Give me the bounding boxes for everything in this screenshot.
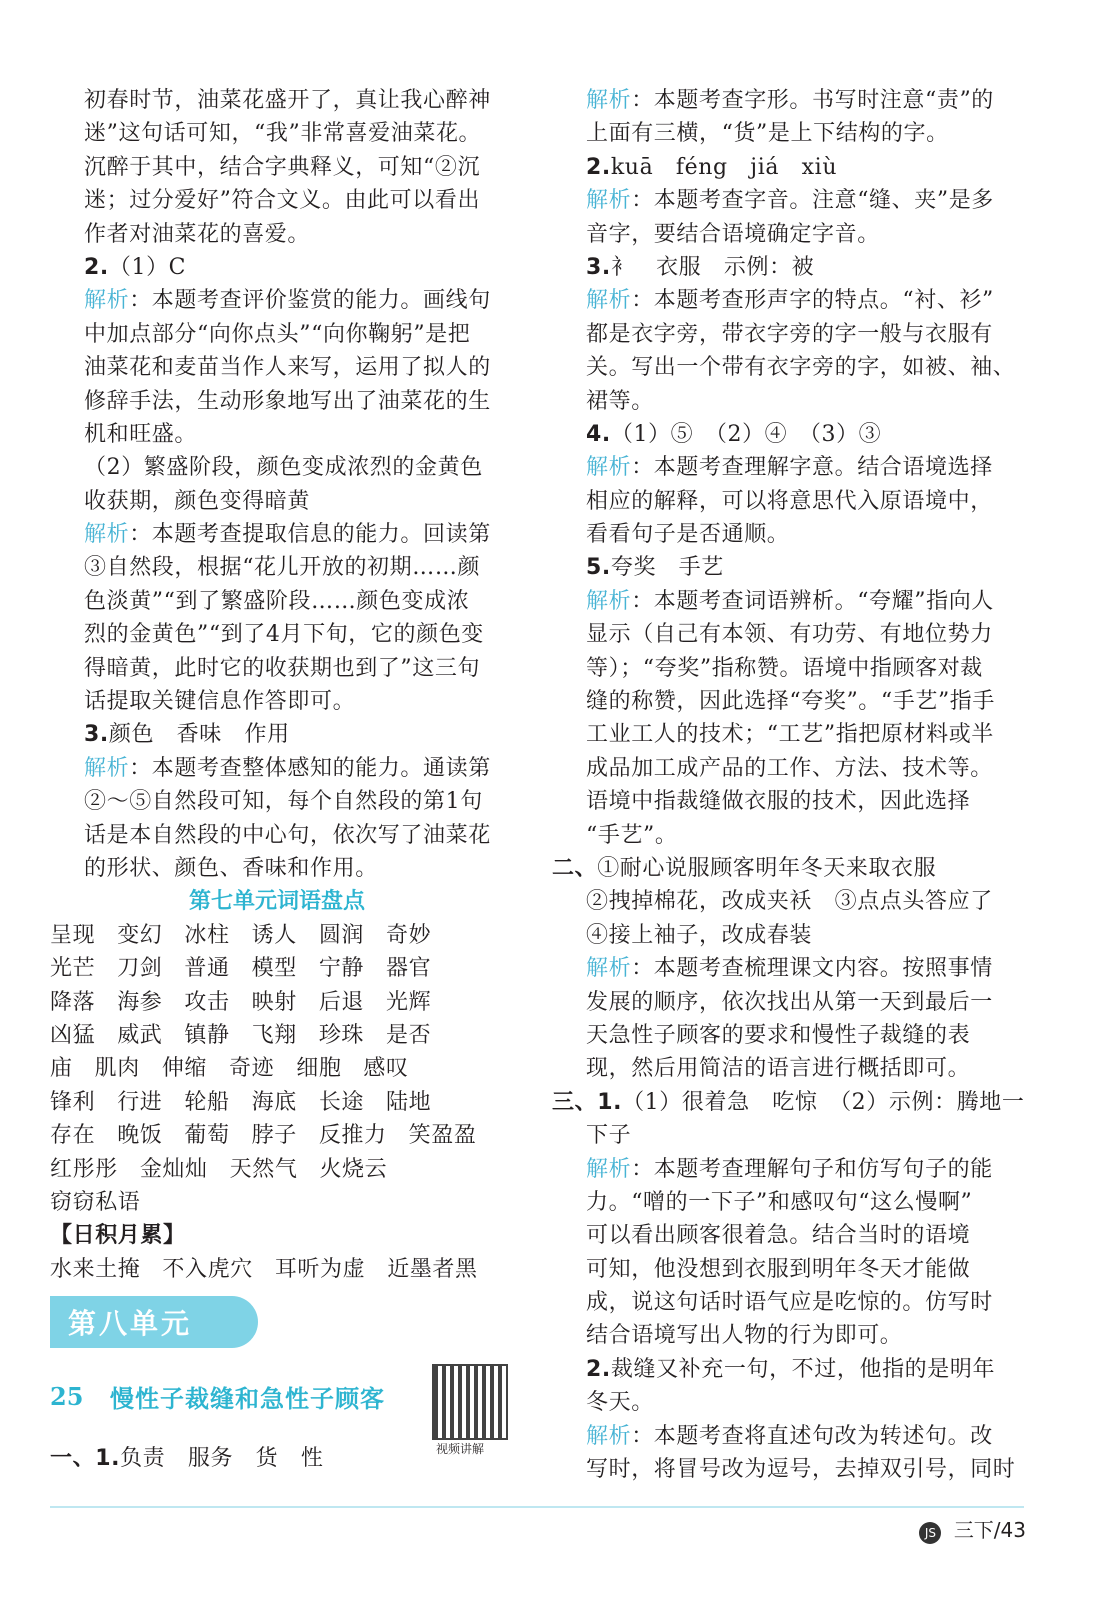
line-text: 话提取关键信息作答即可。 [84,689,356,715]
qr-code-icon[interactable] [432,1364,508,1440]
text-line [84,652,504,685]
line-text: 发展的顺序，依次找出从第一天到最后一 [586,989,993,1015]
word: 葡萄 [184,1123,230,1149]
question-number: 4. [586,421,611,447]
line-text: （1）C [108,254,187,280]
line-text: 力。“噌的一下子”和感叹句“这么慢啊” [586,1189,973,1215]
analysis-line [586,1420,1024,1453]
word: 飞翔 [251,1022,297,1048]
bottom-rule [50,1506,1024,1508]
word: 诱人 [251,922,297,948]
text-line [84,852,504,885]
text-line [586,785,1024,818]
word-row [50,986,504,1019]
idiom: 不入虎穴 [162,1256,253,1282]
text-line [586,1186,1024,1219]
word: 映射 [251,989,297,1015]
text-line [84,318,504,351]
line-text: ③自然段，根据“花儿开放的初期……颜 [84,555,481,581]
section7-title: 第七单元词语盘点 [188,889,365,915]
word: 晚饭 [117,1123,163,1149]
text-line [586,1319,1024,1352]
line-text: ：本题考查词语辨析。“夸耀”指向人 [631,588,994,614]
text-line [586,117,1024,150]
line-text: 缝的称赞，因此选择“夸奖”。“手艺”指手 [586,689,995,715]
word: 刀剑 [117,956,163,982]
answer-line [552,852,1024,885]
word: 模型 [251,956,297,982]
line-text: 烈的金黄色”“到了4月下旬，它的颜色变 [84,622,484,648]
word: 天然气 [229,1156,298,1182]
word: 伸缩 [161,1056,208,1082]
line-text: 显示（自己有本领、有功劳、有地位势力 [586,622,993,648]
text-line [586,1219,1024,1252]
analysis-label: 解析 [586,455,632,481]
word: 呈现 [50,922,96,948]
line-text: ①耐心说服顾客明年冬天来取衣服 [597,855,937,881]
question-number: 3. [586,254,611,280]
line-text: 衤 衣服 示例：被 [610,254,815,280]
line-text: 作者对油菜花的喜爱。 [84,221,311,247]
line-text: 成，说这句话时语气应是吃惊的。仿写时 [586,1290,993,1316]
word: 奇迹 [229,1056,275,1082]
line-text: 迷”这句话可知，“我”非常喜爱油菜花。 [84,121,482,147]
line-text: ：本题考查评价鉴赏的能力。画线句 [129,288,491,314]
text-line [586,318,1024,351]
lesson-title: 慢性子裁缝和急性子顾客 [110,1384,385,1413]
word: 镇静 [184,1022,230,1048]
line-text: 音字，要结合语境确定字音。 [586,221,880,247]
text-line [84,819,504,852]
analysis-line [586,952,1024,985]
text-line [586,1119,1024,1152]
text-line [586,1453,1024,1486]
text-line [586,1052,1024,1085]
word: 攻击 [184,989,230,1015]
question-number: 二、 [552,855,598,881]
analysis-label: 解析 [586,1423,632,1449]
line-text: 话是本自然段的中心句，依次写了油菜花 [84,822,491,848]
answer-line [586,251,1024,284]
text-line [586,919,1024,952]
word: 后退 [318,989,365,1015]
analysis-label: 解析 [586,1156,632,1182]
word: 宁静 [318,956,365,982]
line-text: 天急性子顾客的要求和慢性子裁缝的表 [586,1022,971,1048]
line-text: 等）；“夸奖”指称赞。语境中指顾客对裁 [586,655,983,681]
line-text: 看看句子是否通顺。 [586,522,790,548]
text-line [586,618,1024,651]
analysis-line [84,284,504,317]
question-number: 一、1. [50,1446,121,1472]
line-text: 机和旺盛。 [84,421,198,447]
word: 海参 [117,989,163,1015]
word: 光芒 [50,956,96,982]
line-text: 沉醉于其中，结合字典释义，可知“②沉 [84,154,481,180]
line-text: 迷；过分爱好”符合文义。由此可以看出 [84,188,481,214]
text-line [586,1386,1024,1419]
analysis-label: 解析 [586,956,632,982]
analysis-label: 解析 [84,288,130,314]
word: 笑盈盈 [408,1123,477,1149]
word: 轮船 [184,1089,230,1115]
text-line [586,485,1024,518]
text-line [84,418,504,451]
line-text: 色淡黄”“到了繁盛阶段……颜色变成浓 [84,588,470,614]
line-text: （1）⑤ （2）④ （3）③ [610,421,882,447]
analysis-line [586,451,1024,484]
text-line [586,718,1024,751]
word: 凶猛 [50,1022,96,1048]
word: 光辉 [386,989,432,1015]
word: 长途 [318,1089,365,1115]
line-text: ：本题考查梳理课文内容。按照事情 [631,956,993,982]
text-line [586,685,1024,718]
word-row [50,1186,504,1219]
word: 威武 [117,1022,163,1048]
line-text: “手艺”。 [586,822,678,848]
text-line [84,84,504,117]
line-text: 初春时节，油菜花盛开了，真让我心醉神 [84,88,491,113]
line-text: 可以看出顾客很着急。结合当时的语境 [586,1223,971,1249]
line-text: 的形状、颜色、香味和作用。 [84,855,378,881]
answer-line [552,1086,1024,1119]
word: 感叹 [363,1056,409,1082]
line-text: 得暗黄，此时它的收获期也到了”这三句 [84,655,481,681]
word: 变幻 [117,922,163,948]
text-line [586,218,1024,251]
word: 圆润 [318,922,365,948]
analysis-line [586,84,1024,117]
text-line [84,385,504,418]
text-line [84,585,504,618]
line-text: ：本题考查理解字意。结合语境选择 [631,455,993,481]
answer-line [586,418,1024,451]
line-text: 颜色 香味 作用 [108,722,290,748]
line-text: 写时，将冒号改为逗号，去掉双引号，同时 [586,1457,1016,1483]
idiom: 水来土掩 [50,1256,141,1282]
text-line [586,518,1024,551]
analysis-label: 解析 [586,288,632,314]
line-text: ：本题考查理解句子和仿写句子的能 [631,1156,993,1182]
text-line [84,117,504,150]
line-text: ④接上袖子，改成春装 [586,922,813,948]
analysis-line [84,518,504,551]
word-row [50,1052,504,1085]
page-footer [919,1514,1026,1544]
answer-line [84,718,504,751]
word-row [50,1153,504,1186]
text-line [586,1286,1024,1319]
analysis-label: 解析 [586,188,632,214]
word: 奇妙 [386,922,432,948]
line-text: 成品加工成产品的工作、方法、技术等。 [586,755,993,781]
line-text: 收获期，颜色变得暗黄 [84,488,311,514]
word: 器官 [386,956,432,982]
question-number: 2. [586,1356,611,1382]
line-text: 现，然后用简洁的语言进行概括即可。 [586,1056,971,1082]
answer-line [586,551,1024,584]
line-text: （2）繁盛阶段，颜色变成浓烈的金黄色 [84,455,483,481]
line-text: 夸奖 手艺 [610,555,724,581]
line-text: 结合语境写出人物的行为即可。 [586,1323,903,1349]
text-line [84,785,504,818]
line-text: 下子 [586,1123,632,1149]
word-row [50,919,504,952]
question-number: 三、1. [552,1089,623,1115]
analysis-line [586,284,1024,317]
line-text: ：本题考查将直述句改为转述句。改 [631,1423,993,1449]
word-row [50,1019,504,1052]
question-number: 3. [84,722,109,748]
text-line [586,885,1024,918]
word: 冰柱 [184,922,230,948]
analysis-line [586,184,1024,217]
word: 陆地 [386,1089,432,1115]
answer-line [586,1353,1024,1386]
line-text: 相应的解释，可以将意思代入原语境中， [586,488,993,514]
analysis-line [586,585,1024,618]
line-text: ②拽掉棉花，改成夹袄 ③点点头答应了 [586,889,993,915]
line-text: （1）很着急 吃惊 （2）示例：腾地一 [622,1089,1025,1115]
line-text: 负责 服务 货 性 [120,1446,324,1472]
analysis-line [84,752,504,785]
word: 肌肉 [94,1056,140,1082]
line-text: 语境中指裁缝做衣服的技术，因此选择 [586,789,971,815]
word: 金灿灿 [139,1156,208,1182]
text-line [84,618,504,651]
idiom: 近墨者黑 [387,1256,478,1282]
line-text: ：本题考查字形。书写时注意“责”的 [631,88,994,113]
word: 普通 [184,956,230,982]
line-text: 裙等。 [586,388,654,414]
text-line [84,351,504,384]
answer-line [84,251,504,284]
question-number: 2. [586,154,611,180]
word-row [50,1119,504,1152]
word: 珍珠 [318,1022,365,1048]
analysis-label: 解析 [84,755,130,781]
line-text: ：本题考查字音。注意“缝、夹”是多 [631,188,994,214]
line-text: ②～⑤自然段可知，每个自然段的第1句 [84,789,483,815]
text-line [586,752,1024,785]
text-line [84,151,504,184]
analysis-label: 解析 [586,88,632,113]
text-line [84,685,504,718]
line-text: 可知，他没想到衣服到明年冬天才能做 [586,1256,971,1282]
analysis-line [586,1153,1024,1186]
right-column [552,84,1025,1486]
unit8-banner: 第八单元 [50,1296,258,1348]
word: 反推力 [318,1123,387,1149]
word: 窃窃私语 [50,1189,141,1215]
accumulation-row [50,1253,504,1286]
word: 是否 [386,1022,432,1048]
line-text: 裁缝又补充一句，不过，他指的是明年 [610,1356,996,1382]
text-line [586,351,1024,384]
line-text: ：本题考查整体感知的能力。通读第 [129,755,491,781]
text-line [84,485,504,518]
word: 庙 [50,1056,73,1082]
word: 细胞 [296,1056,342,1082]
text-line [84,451,504,484]
question-number: 2. [84,254,109,280]
question-number: 5. [586,555,611,581]
word: 火烧云 [319,1156,388,1182]
text-line [84,184,504,217]
line-text: ：本题考查形声字的特点。“衬、衫” [631,288,994,314]
line-text: kuā féng jiá xiù [610,154,838,180]
line-text: 上面有三横，“货”是上下结构的字。 [586,121,949,147]
line-text: 冬天。 [586,1390,654,1416]
line-text: 都是衣字旁，带衣字旁的字一般与衣服有 [586,321,993,347]
publisher-badge-icon: JS [919,1522,941,1544]
accumulation-title: 【日积月累】 [50,1222,186,1249]
word: 存在 [50,1123,96,1149]
word: 红彤彤 [50,1156,118,1182]
analysis-label: 解析 [84,522,130,548]
line-text: ：本题考查提取信息的能力。回读第 [129,522,491,548]
word: 行进 [117,1089,163,1115]
text-line [586,652,1024,685]
line-text: 修辞手法，生动形象地写出了油菜花的生 [84,388,491,414]
page-number: 三下/43 [953,1518,1026,1542]
answer-line [586,151,1024,184]
line-text: 工业工人的技术；“工艺”指把原材料或半 [586,722,994,748]
word: 海底 [251,1089,297,1115]
left-column [50,84,504,1475]
word: 降落 [50,989,96,1015]
text-line [586,1019,1024,1052]
text-line [586,986,1024,1019]
word: 脖子 [251,1123,297,1149]
line-text: 关。写出一个带有衣字旁的字，如被、袖、 [586,355,1016,381]
analysis-label: 解析 [586,588,632,614]
idiom: 耳听为虚 [274,1256,366,1282]
text-line [586,819,1024,852]
word-row [50,952,504,985]
word: 锋利 [50,1089,96,1115]
qr-caption: 视频讲解 [436,1442,485,1456]
text-line [84,218,504,251]
word-row [50,1086,504,1119]
line-text: 油菜花和麦苗当作人来写，运用了拟人的 [84,355,491,381]
line-text: 中加点部分“向你点头”“向你鞠躬”是把 [84,321,471,347]
text-line [84,551,504,584]
text-line [586,385,1024,418]
text-line [586,1253,1024,1286]
lesson-number: 25 [50,1381,84,1411]
